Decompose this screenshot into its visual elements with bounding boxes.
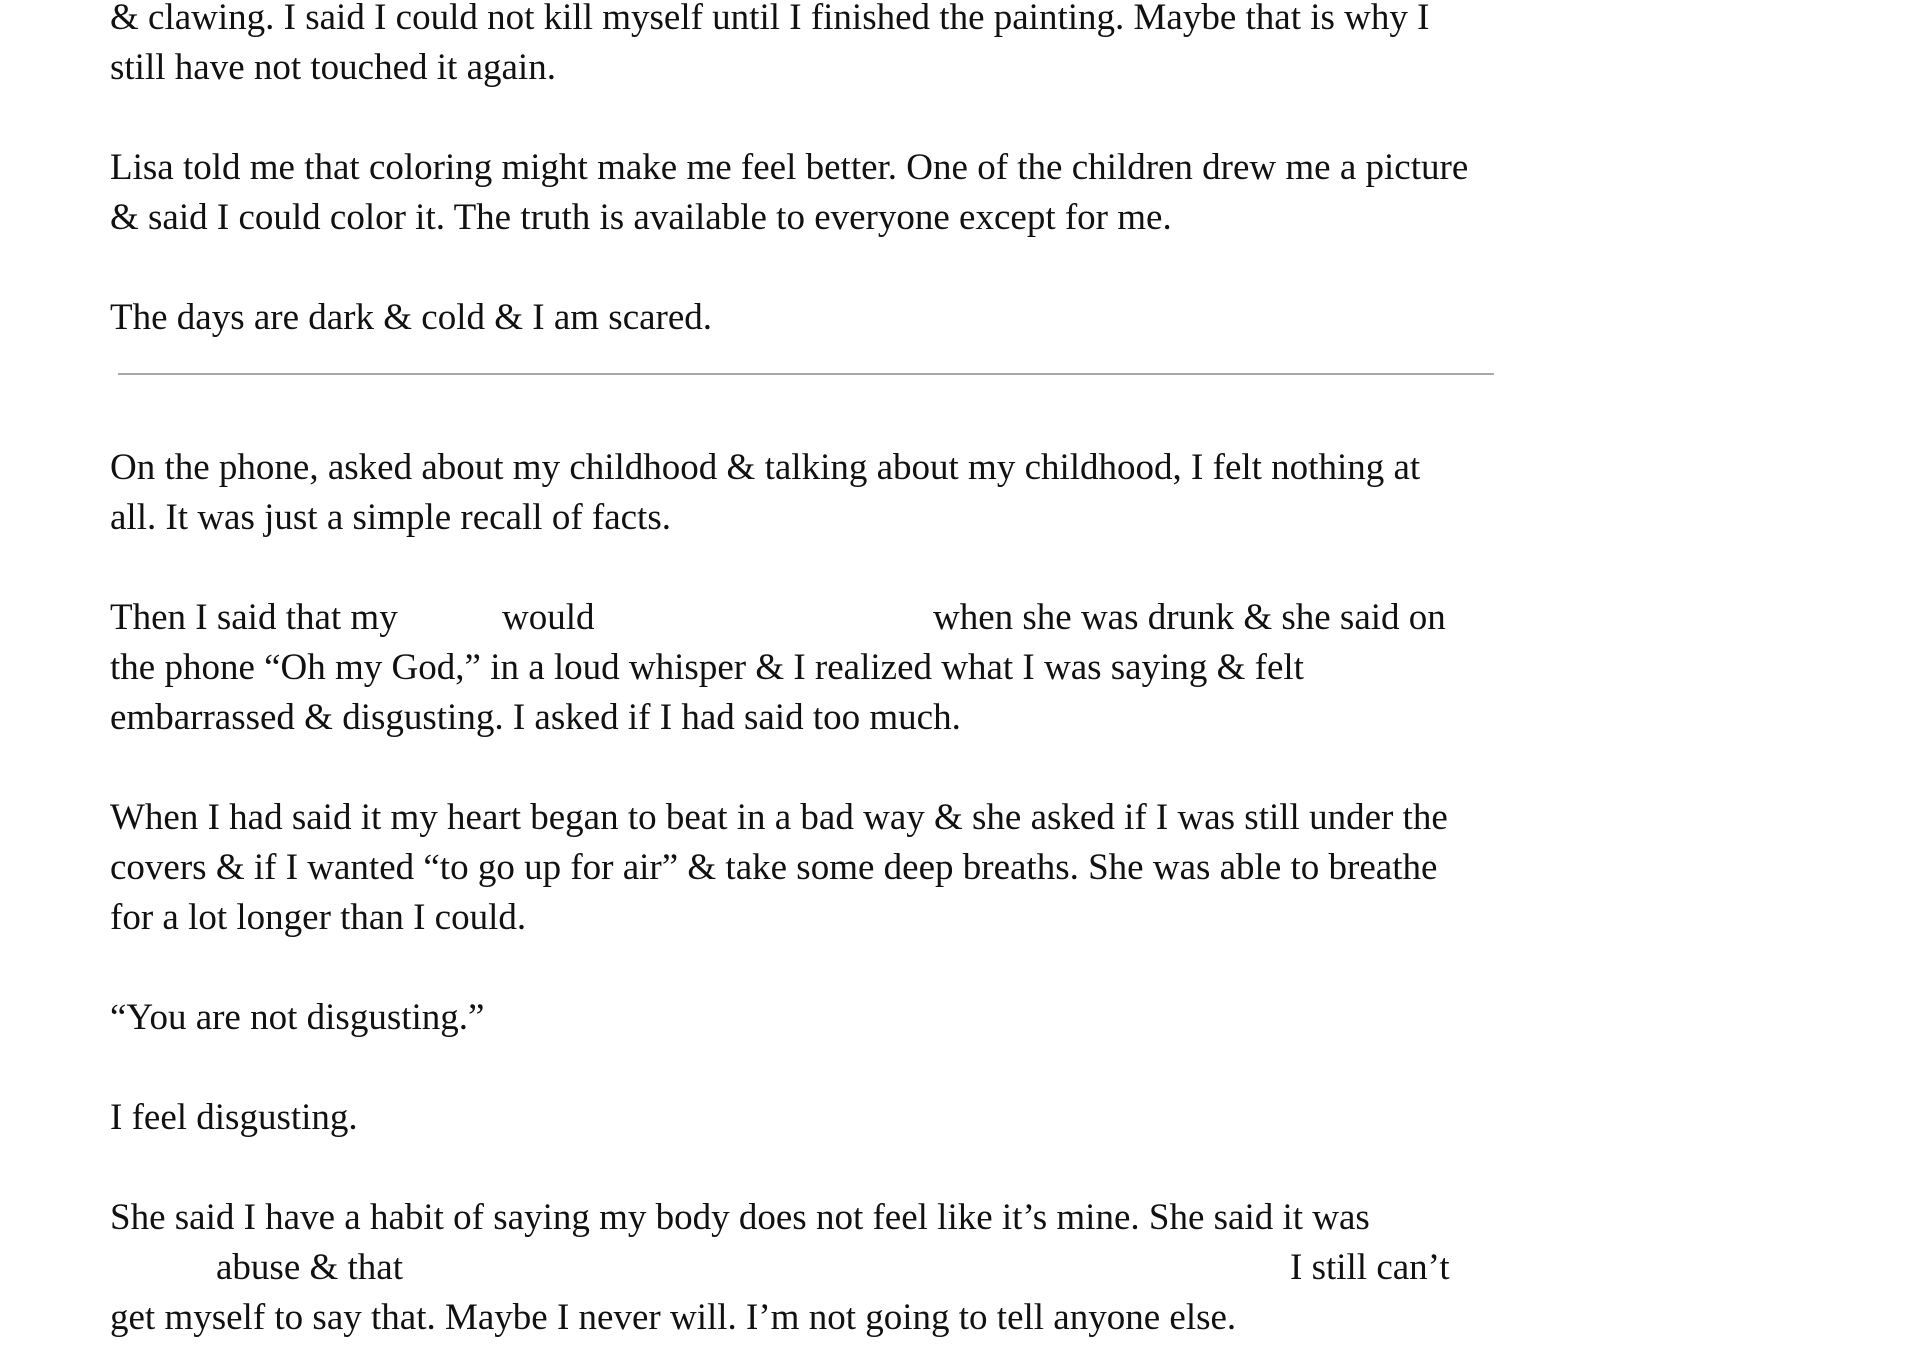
text-line: “You are not disgusting.” — [110, 997, 485, 1038]
text-line: covers & if I wanted “to go up for air” & take some deep breaths. She was able to breathe — [110, 847, 1438, 888]
paragraph-9 — [110, 1193, 1510, 1343]
paragraph-6 — [110, 793, 1510, 943]
text-segment: Then I said that my — [110, 597, 398, 638]
text-segment: when she was drunk & she said on — [933, 597, 1446, 638]
text-line: embarrassed & disgusting. I asked if I had said too much. — [110, 697, 961, 738]
text-line: When I had said it my heart began to beat in a bad way & she asked if I was still under the — [110, 797, 1448, 838]
text-line: & said I could color it. The truth is available to everyone except for me. — [110, 197, 1172, 238]
text-line: & clawing. I said I could not kill myself until I finished the painting. Maybe that is why I — [110, 0, 1430, 38]
text-line: for a lot longer than I could. — [110, 897, 527, 938]
paragraph-5 — [110, 593, 1510, 743]
paragraph-3 — [110, 293, 1510, 343]
text-line: She said I have a habit of saying my body does not feel like it’s mine. She said it was — [110, 1197, 1370, 1238]
text-line-redacted — [110, 593, 1510, 643]
text-segment: abuse & that — [216, 1247, 404, 1288]
text-line: get myself to say that. Maybe I never will. I’m not going to tell anyone else. — [110, 1297, 1237, 1338]
text-line: The days are dark & cold & I am scared. — [110, 297, 713, 338]
text-line: Lisa told me that coloring might make me feel better. One of the children drew me a picture — [110, 147, 1469, 188]
paragraph-4 — [110, 443, 1510, 543]
text-line: I feel disgusting. — [110, 1097, 358, 1138]
text-segment: would — [502, 597, 595, 638]
text-line: the phone “Oh my God,” in a loud whisper & I realized what I was saying & felt — [110, 647, 1304, 688]
text-line: still have not touched it again. — [110, 47, 556, 88]
text-line: all. It was just a simple recall of facts. — [110, 497, 671, 538]
text-segment: I still can’t — [1290, 1247, 1450, 1288]
paragraph-8 — [110, 1093, 1510, 1143]
paragraph-7 — [110, 993, 1510, 1043]
paragraph-2 — [110, 143, 1510, 243]
section-divider — [118, 373, 1494, 375]
paragraph-1 — [110, 0, 1510, 93]
text-line: On the phone, asked about my childhood & talking about my childhood, I felt nothing at — [110, 447, 1421, 488]
text-line-redacted — [110, 1243, 1510, 1293]
